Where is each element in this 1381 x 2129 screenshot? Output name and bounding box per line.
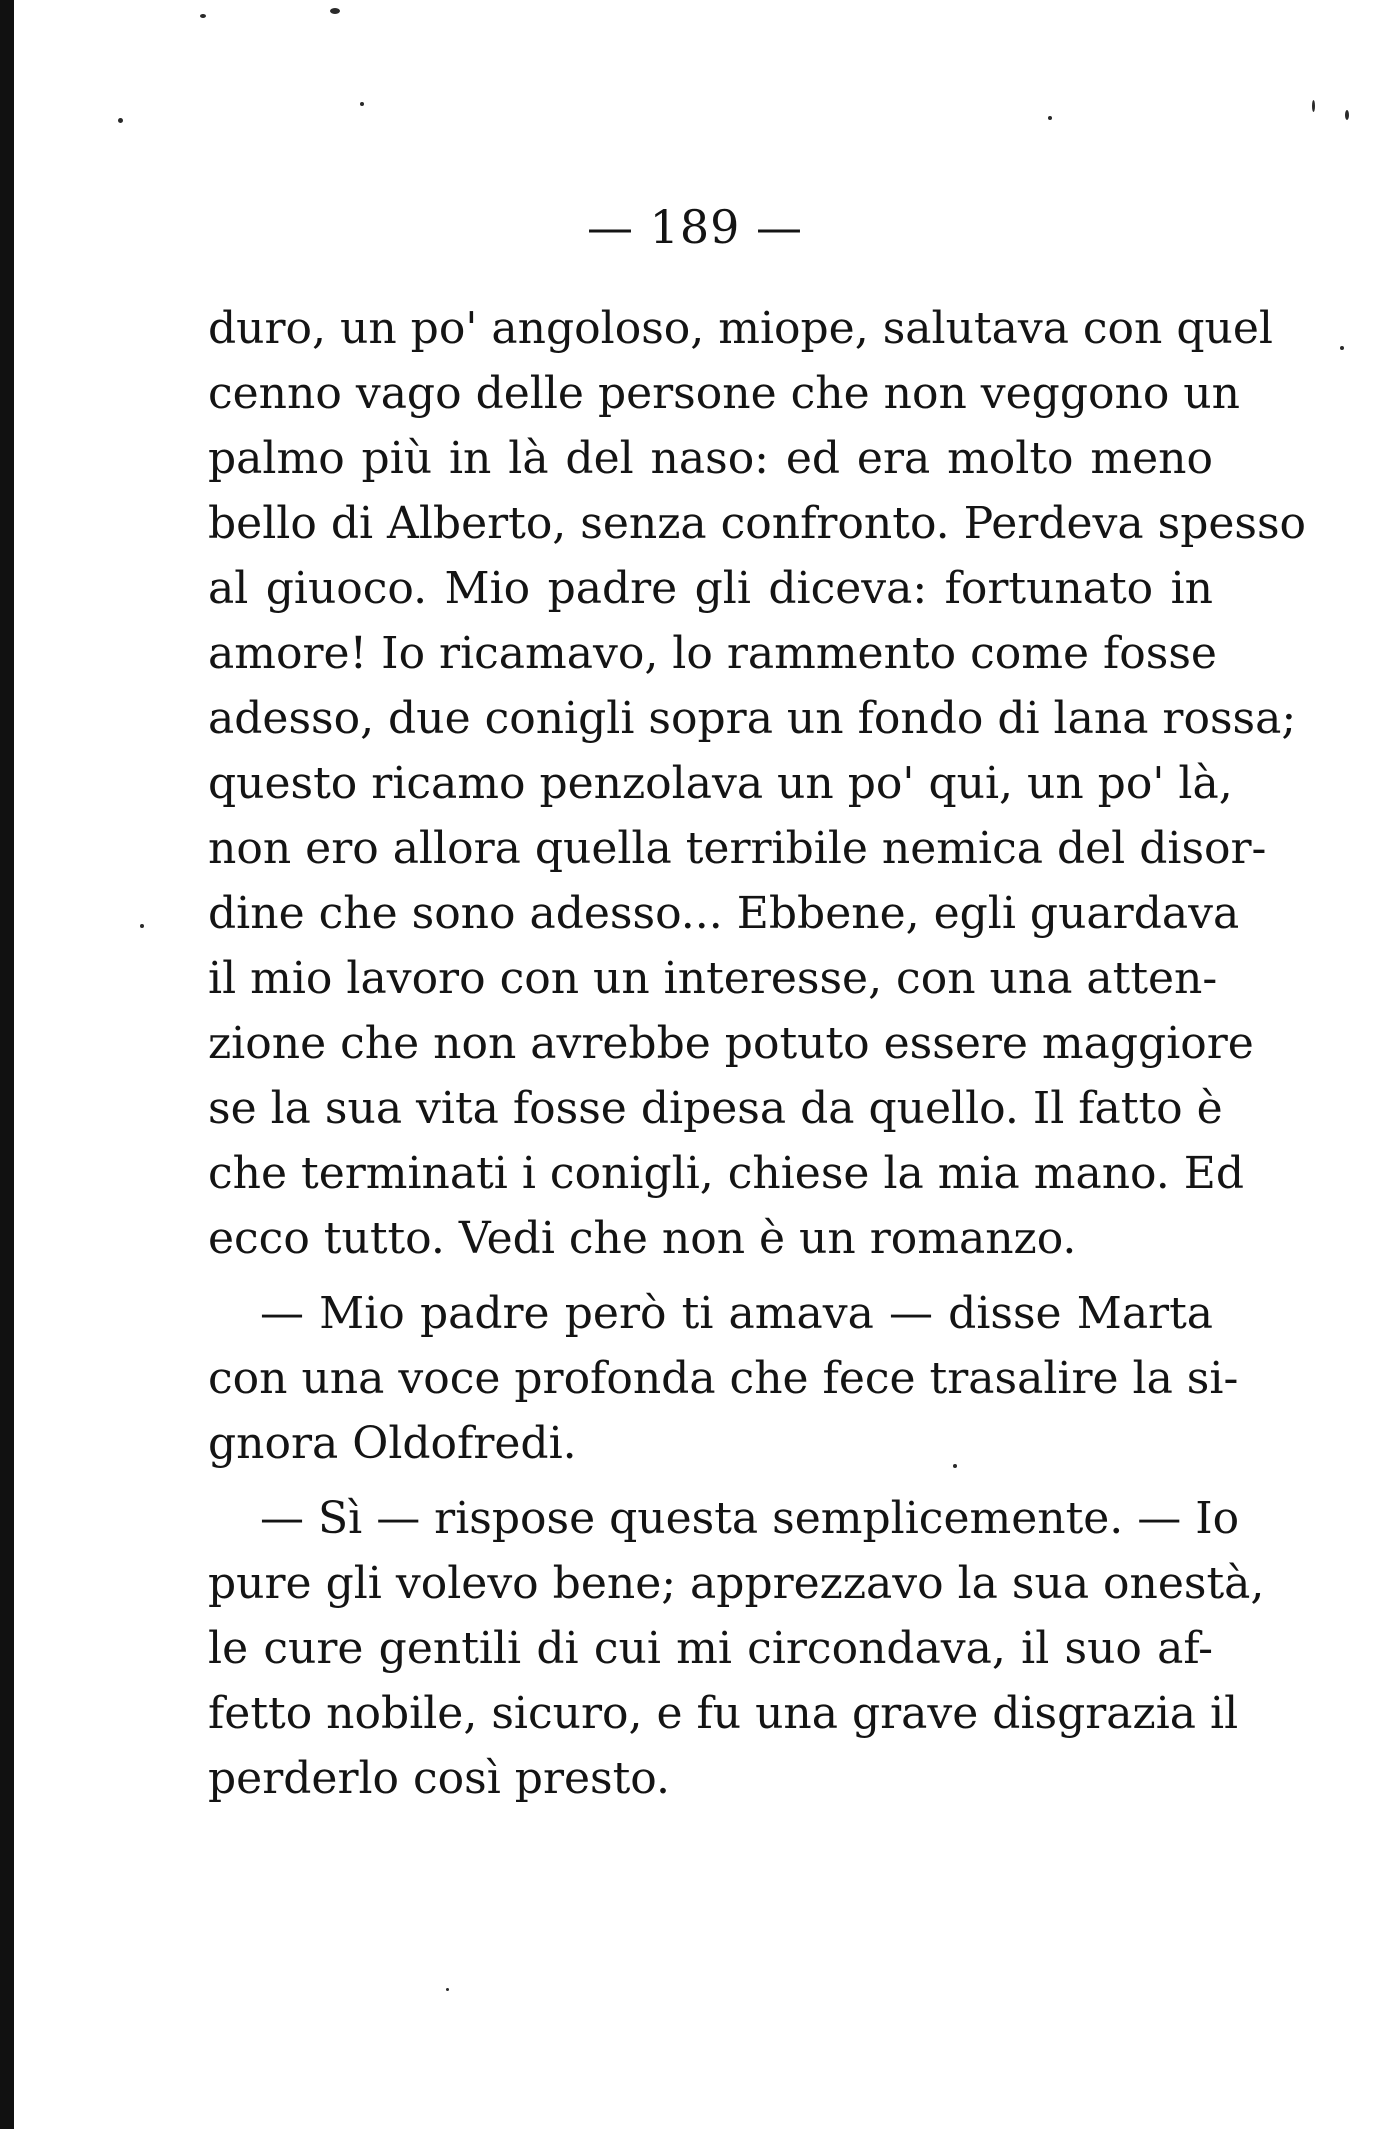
text-line: ecco tutto. Vedi che non è un romanzo. <box>208 1213 1077 1264</box>
text-line: le cure gentili di cui mi circondava, il suo af- <box>208 1623 1213 1674</box>
text-line: gnora Oldofredi. <box>208 1418 577 1469</box>
body-text <box>208 296 1307 1811</box>
scan-speck <box>360 102 364 106</box>
text-line: al giuoco. Mio padre gli diceva: fortunato in <box>208 563 1213 614</box>
text-line: dine che sono adesso... Ebbene, egli guardava <box>208 888 1240 939</box>
text-line: — Sì — rispose questa semplicemente. — Io <box>260 1493 1240 1544</box>
text-line: il mio lavoro con un interesse, con una atten- <box>208 953 1218 1004</box>
scan-speck <box>1312 100 1315 112</box>
scan-speck <box>330 8 340 14</box>
text-line: bello di Alberto, senza confronto. Perdeva spesso <box>208 498 1307 549</box>
scan-speck <box>1340 346 1344 350</box>
text-line: che terminati i conigli, chiese la mia mano. Ed <box>208 1148 1245 1199</box>
text-line: pure gli volevo bene; apprezzavo la sua onestà, <box>208 1558 1265 1609</box>
scan-speck <box>118 118 123 123</box>
scan-speck <box>1048 116 1052 120</box>
scan-speck <box>200 14 206 18</box>
text-line: se la sua vita fosse dipesa da quello. Il fatto è <box>208 1083 1223 1134</box>
scan-speck <box>140 924 144 928</box>
text-line: questo ricamo penzolava un po' qui, un po' là, <box>208 758 1233 809</box>
paragraph <box>208 1281 1239 1476</box>
text-line: fetto nobile, sicuro, e fu una grave disgrazia il <box>208 1688 1239 1739</box>
text-line: amore! Io ricamavo, lo rammento come fosse <box>208 628 1217 679</box>
text-line: palmo più in là del naso: ed era molto meno <box>208 433 1213 484</box>
text-line: adesso, due conigli sopra un fondo di lana rossa; <box>208 693 1297 744</box>
text-line: zione che non avrebbe potuto essere maggiore <box>208 1018 1254 1069</box>
text-line: non ero allora quella terribile nemica del disor- <box>208 823 1267 874</box>
scan-speck <box>446 1988 449 1991</box>
text-line: — Mio padre però ti amava — disse Marta <box>260 1288 1213 1339</box>
scan-speck <box>1345 110 1349 120</box>
page-binding-edge <box>0 0 14 2129</box>
page-number: — 189 — <box>586 200 804 254</box>
text-line: cenno vago delle persone che non veggono un <box>208 368 1240 419</box>
text-line: perderlo così presto. <box>208 1753 670 1804</box>
text-line: con una voce profonda che fece trasalire la si- <box>208 1353 1239 1404</box>
paragraph <box>208 296 1307 1271</box>
text-line: duro, un po' angoloso, miope, salutava con quel <box>208 303 1273 354</box>
paragraph <box>208 1486 1265 1811</box>
